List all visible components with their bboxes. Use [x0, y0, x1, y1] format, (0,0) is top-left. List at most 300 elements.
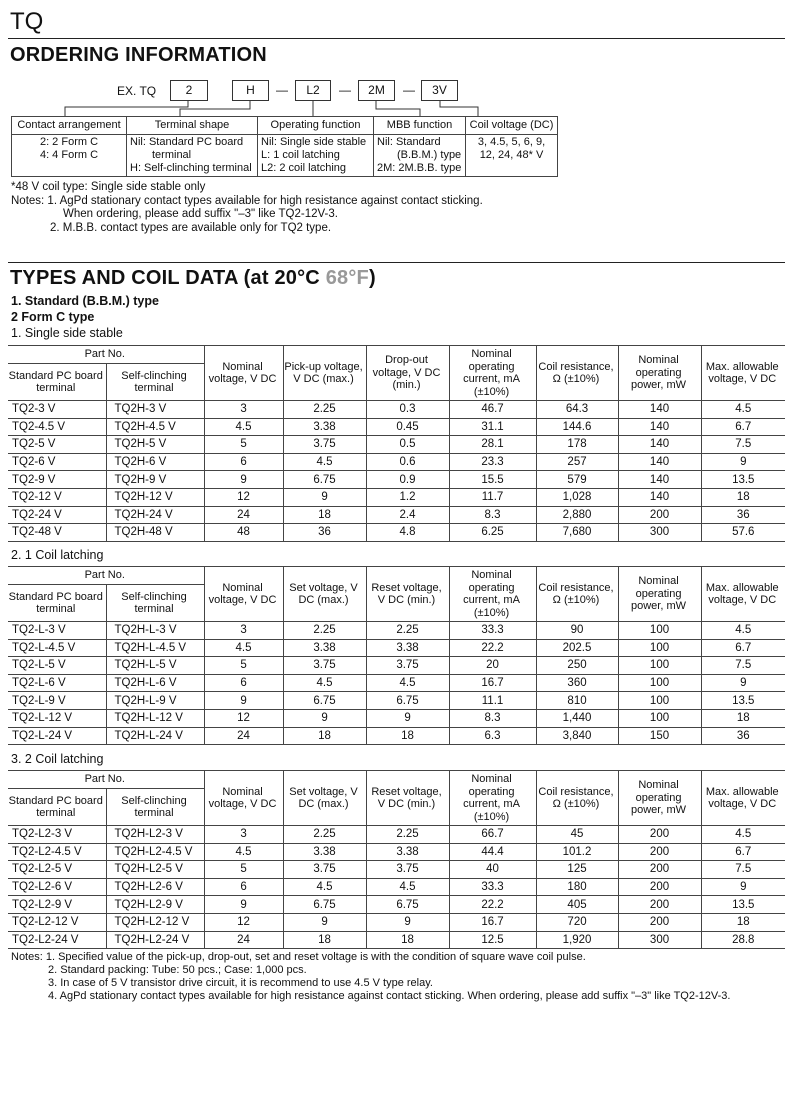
ordering-title: ORDERING INFORMATION — [10, 44, 267, 66]
value-cell: 2.25 — [366, 826, 449, 844]
value-cell: 12.5 — [449, 931, 536, 949]
value-cell: 57.6 — [701, 524, 785, 542]
value-cell: 22.2 — [449, 639, 536, 657]
header-cell: Nominal operating power, mW — [618, 567, 701, 622]
table-row — [8, 471, 785, 489]
value-cell: 200 — [618, 826, 701, 844]
header-cell: Set voltage, V DC (max.) — [283, 567, 366, 622]
value-cell: 9 — [283, 913, 366, 931]
value-cell: 48 — [204, 524, 283, 542]
header-row — [8, 567, 785, 585]
value-cell: 9 — [701, 453, 785, 471]
header-cell: Nominal voltage, V DC — [204, 771, 283, 826]
value-cell: 2.25 — [283, 622, 366, 640]
value-cell: 18 — [701, 488, 785, 506]
value-cell: 7,680 — [536, 524, 618, 542]
value-cell: 64.3 — [536, 401, 618, 419]
value-cell: 125 — [536, 861, 618, 879]
value-cell: 9 — [701, 878, 785, 896]
value-cell: 810 — [536, 692, 618, 710]
table-row — [8, 913, 785, 931]
option: terminal — [152, 149, 192, 161]
value-cell: 9 — [204, 471, 283, 489]
value-cell: 2,880 — [536, 506, 618, 524]
table-row — [8, 709, 785, 727]
footnote: *48 V coil type: Single side stable only — [11, 181, 206, 193]
value-cell: 9 — [283, 709, 366, 727]
value-cell: 101.2 — [536, 843, 618, 861]
value-cell: 18 — [701, 709, 785, 727]
value-cell: 3.38 — [366, 843, 449, 861]
value-cell: 360 — [536, 674, 618, 692]
value-cell: 20 — [449, 657, 536, 675]
header-cell: Drop-out voltage, V DC (min.) — [366, 346, 449, 401]
option: H: Self-clinching terminal — [130, 162, 252, 174]
header-cell: Standard PC board terminal — [8, 585, 106, 622]
table-row — [8, 826, 785, 844]
part-number-cell: TQ2H-3 V — [106, 401, 204, 419]
value-cell: 33.3 — [449, 622, 536, 640]
example-label: EX. TQ — [117, 84, 157, 98]
value-cell: 250 — [536, 657, 618, 675]
header-cell: Part No. — [8, 567, 204, 585]
part-number-cell: TQ2-4.5 V — [8, 418, 106, 436]
value-cell: 6 — [204, 453, 283, 471]
part-number-cell: TQ2H-48 V — [106, 524, 204, 542]
col-head: Terminal shape — [127, 117, 258, 135]
table-caption: 3. 2 Coil latching — [11, 752, 104, 766]
value-cell: 3,840 — [536, 727, 618, 745]
part-number-cell: TQ2-5 V — [8, 436, 106, 454]
option: Nil: Standard PC board — [130, 136, 244, 148]
part-number-cell: TQ2-L2-9 V — [8, 896, 106, 914]
value-cell: 150 — [618, 727, 701, 745]
part-number-cell: TQ2-24 V — [8, 506, 106, 524]
table-row — [8, 506, 785, 524]
value-cell: 18 — [283, 506, 366, 524]
value-cell: 40 — [449, 861, 536, 879]
value-cell: 4.5 — [283, 674, 366, 692]
value-cell: 36 — [701, 506, 785, 524]
value-cell: 4.5 — [701, 622, 785, 640]
part-number-cell: TQ2-L-24 V — [8, 727, 106, 745]
separator: — — [403, 83, 415, 97]
value-cell: 200 — [618, 861, 701, 879]
col-head: Coil voltage (DC) — [466, 117, 558, 135]
value-cell: 579 — [536, 471, 618, 489]
value-cell: 3 — [204, 622, 283, 640]
note: 2. Standard packing: Tube: 50 pcs.; Case: 1,000 pcs. — [48, 964, 307, 976]
value-cell: 13.5 — [701, 692, 785, 710]
part-number-cell: TQ2-L-12 V — [8, 709, 106, 727]
option: 4: 4 Form C — [39, 149, 99, 161]
value-cell: 9 — [366, 709, 449, 727]
col-head: MBB function — [374, 117, 466, 135]
part-number-cell: TQ2H-L-9 V — [106, 692, 204, 710]
header-row — [8, 346, 785, 364]
part-number-cell: TQ2H-9 V — [106, 471, 204, 489]
table-row — [8, 436, 785, 454]
value-cell: 720 — [536, 913, 618, 931]
value-cell: 4.5 — [204, 843, 283, 861]
value-cell: 12 — [204, 488, 283, 506]
part-number-cell: TQ2H-L2-6 V — [106, 878, 204, 896]
header-cell: Self-clinching terminal — [106, 789, 204, 826]
connector-lines — [0, 0, 560, 120]
value-cell: 11.1 — [449, 692, 536, 710]
header-cell: Coil resistance, Ω (±10%) — [536, 771, 618, 826]
value-cell: 300 — [618, 524, 701, 542]
value-cell: 9 — [283, 488, 366, 506]
note: Notes: 1. AgPd stationary contact types available for high resistance against contact sticking. — [11, 194, 483, 207]
part-number-cell: TQ2H-L2-9 V — [106, 896, 204, 914]
value-cell: 12 — [204, 709, 283, 727]
header-cell: Coil resistance, Ω (±10%) — [536, 567, 618, 622]
option: 2M: 2M.B.B. type — [377, 162, 462, 174]
value-cell: 24 — [204, 931, 283, 949]
value-cell: 4.5 — [204, 639, 283, 657]
part-number-cell: TQ2H-6 V — [106, 453, 204, 471]
value-cell: 11.7 — [449, 488, 536, 506]
value-cell: 8.3 — [449, 506, 536, 524]
value-cell: 4.5 — [701, 401, 785, 419]
header-cell: Nominal operating power, mW — [618, 346, 701, 401]
value-cell: 4.5 — [204, 418, 283, 436]
value-cell: 0.5 — [366, 436, 449, 454]
header-cell: Part No. — [8, 346, 204, 364]
header-cell: Part No. — [8, 771, 204, 789]
table-caption: 1. Single side stable — [11, 326, 123, 340]
part-number-cell: TQ2H-5 V — [106, 436, 204, 454]
part-number-cell: TQ2H-L-24 V — [106, 727, 204, 745]
option: Nil: Standard — [377, 136, 441, 148]
separator: — — [276, 83, 288, 97]
series-title: TQ — [10, 8, 44, 35]
value-cell: 7.5 — [701, 861, 785, 879]
value-cell: 18 — [366, 727, 449, 745]
option: (B.B.M.) type — [397, 149, 462, 161]
header-cell: Self-clinching terminal — [106, 364, 204, 401]
value-cell: 3 — [204, 826, 283, 844]
header-cell: Self-clinching terminal — [106, 585, 204, 622]
value-cell: 44.4 — [449, 843, 536, 861]
value-cell: 140 — [618, 488, 701, 506]
code-contact: 2 — [170, 80, 208, 101]
value-cell: 2.25 — [283, 826, 366, 844]
value-cell: 200 — [618, 913, 701, 931]
part-number-cell: TQ2H-L2-5 V — [106, 861, 204, 879]
value-cell: 31.1 — [449, 418, 536, 436]
part-number-cell: TQ2-9 V — [8, 471, 106, 489]
subtitle-type: 1. Standard (B.B.M.) type — [11, 294, 159, 308]
part-number-cell: TQ2-L-6 V — [8, 674, 106, 692]
option: L: 1 coil latching — [261, 149, 340, 161]
value-cell: 2.4 — [366, 506, 449, 524]
value-cell: 3.38 — [283, 418, 366, 436]
value-cell: 3.38 — [283, 843, 366, 861]
note: 3. In case of 5 V transistor drive circuit, it is recommend to use 4.5 V type relay. — [48, 977, 433, 989]
value-cell: 3.75 — [366, 657, 449, 675]
value-cell: 0.45 — [366, 418, 449, 436]
note: Notes: 1. Specified value of the pick-up, drop-out, set and reset voltage is with the condition of square wave coil pulse. — [11, 951, 586, 963]
value-cell: 140 — [618, 418, 701, 436]
value-cell: 6.7 — [701, 843, 785, 861]
table-row — [8, 861, 785, 879]
value-cell: 16.7 — [449, 674, 536, 692]
header-cell: Standard PC board terminal — [8, 789, 106, 826]
table-row — [8, 453, 785, 471]
value-cell: 3.75 — [283, 657, 366, 675]
value-cell: 140 — [618, 471, 701, 489]
part-number-cell: TQ2-L-9 V — [8, 692, 106, 710]
table-row — [8, 896, 785, 914]
table-row — [8, 878, 785, 896]
value-cell: 8.3 — [449, 709, 536, 727]
value-cell: 28.8 — [701, 931, 785, 949]
part-number-cell: TQ2H-L-3 V — [106, 622, 204, 640]
value-cell: 15.5 — [449, 471, 536, 489]
ordering-table — [11, 116, 558, 177]
part-number-cell: TQ2-6 V — [8, 453, 106, 471]
table-row — [8, 622, 785, 640]
value-cell: 9 — [366, 913, 449, 931]
value-cell: 7.5 — [701, 436, 785, 454]
header-cell: Max. allowable voltage, V DC — [701, 567, 785, 622]
part-number-cell: TQ2-L-3 V — [8, 622, 106, 640]
value-cell: 6.75 — [283, 471, 366, 489]
header-cell: Pick-up voltage, V DC (max.) — [283, 346, 366, 401]
header-cell: Reset voltage, V DC (min.) — [366, 567, 449, 622]
part-number-cell: TQ2-48 V — [8, 524, 106, 542]
value-cell: 13.5 — [701, 896, 785, 914]
coil-data-table — [8, 345, 785, 542]
part-number-cell: TQ2H-12 V — [106, 488, 204, 506]
value-cell: 200 — [618, 843, 701, 861]
value-cell: 6.75 — [283, 692, 366, 710]
part-number-cell: TQ2H-L2-24 V — [106, 931, 204, 949]
value-cell: 12 — [204, 913, 283, 931]
value-cell: 200 — [618, 896, 701, 914]
value-cell: 1.2 — [366, 488, 449, 506]
value-cell: 180 — [536, 878, 618, 896]
option: 3, 4.5, 5, 6, 9, — [477, 136, 546, 148]
value-cell: 6.75 — [283, 896, 366, 914]
note: When ordering, please add suffix "–3" like TQ2-12V-3. — [63, 208, 338, 220]
header-cell: Nominal voltage, V DC — [204, 346, 283, 401]
header-cell: Max. allowable voltage, V DC — [701, 771, 785, 826]
value-cell: 300 — [618, 931, 701, 949]
value-cell: 3.75 — [283, 861, 366, 879]
part-number-cell: TQ2H-L-12 V — [106, 709, 204, 727]
part-number-cell: TQ2-L2-24 V — [8, 931, 106, 949]
option: 12, 24, 48* V — [479, 149, 544, 161]
value-cell: 66.7 — [449, 826, 536, 844]
separator: — — [339, 83, 351, 97]
table-row — [8, 524, 785, 542]
header-cell: Nominal operating power, mW — [618, 771, 701, 826]
value-cell: 144.6 — [536, 418, 618, 436]
value-cell: 6.3 — [449, 727, 536, 745]
value-cell: 5 — [204, 861, 283, 879]
value-cell: 3.38 — [366, 639, 449, 657]
part-number-cell: TQ2-L2-3 V — [8, 826, 106, 844]
value-cell: 405 — [536, 896, 618, 914]
value-cell: 1,920 — [536, 931, 618, 949]
value-cell: 36 — [701, 727, 785, 745]
value-cell: 9 — [204, 896, 283, 914]
value-cell: 100 — [618, 657, 701, 675]
part-number-cell: TQ2-L2-6 V — [8, 878, 106, 896]
value-cell: 100 — [618, 622, 701, 640]
value-cell: 3.38 — [283, 639, 366, 657]
value-cell: 6.75 — [366, 896, 449, 914]
title-end: ) — [368, 267, 376, 289]
part-number-cell: TQ2-L2-12 V — [8, 913, 106, 931]
header-cell: Nominal operating current, mA (±10%) — [449, 771, 536, 826]
value-cell: 100 — [618, 709, 701, 727]
value-cell: 3.75 — [283, 436, 366, 454]
value-cell: 6.75 — [366, 692, 449, 710]
value-cell: 4.5 — [283, 878, 366, 896]
code-operating: L2 — [295, 80, 331, 101]
code-voltage: 3V — [421, 80, 458, 101]
value-cell: 4.5 — [366, 674, 449, 692]
title-fahrenheit: 68°F — [325, 267, 369, 289]
code-terminal: H — [232, 80, 269, 101]
col-head: Operating function — [258, 117, 374, 135]
value-cell: 3 — [204, 401, 283, 419]
value-cell: 13.5 — [701, 471, 785, 489]
value-cell: 9 — [701, 674, 785, 692]
value-cell: 7.5 — [701, 657, 785, 675]
value-cell: 18 — [701, 913, 785, 931]
value-cell: 5 — [204, 436, 283, 454]
value-cell: 140 — [618, 436, 701, 454]
value-cell: 140 — [618, 401, 701, 419]
option: Nil: Single side stable — [261, 136, 367, 148]
subtitle-form: 2 Form C type — [11, 310, 95, 324]
table-row — [8, 488, 785, 506]
value-cell: 9 — [204, 692, 283, 710]
table-row — [8, 692, 785, 710]
option: 2: 2 Form C — [39, 136, 99, 148]
part-number-cell: TQ2H-L2-3 V — [106, 826, 204, 844]
part-number-cell: TQ2H-4.5 V — [106, 418, 204, 436]
header-row — [8, 771, 785, 789]
part-number-cell: TQ2H-24 V — [106, 506, 204, 524]
table-row — [8, 639, 785, 657]
part-number-cell: TQ2-3 V — [8, 401, 106, 419]
divider — [8, 262, 785, 263]
value-cell: 2.25 — [366, 622, 449, 640]
value-cell: 1,028 — [536, 488, 618, 506]
header-cell: Standard PC board terminal — [8, 364, 106, 401]
coil-data-table — [8, 770, 785, 949]
value-cell: 0.6 — [366, 453, 449, 471]
col-head: Contact arrangement — [12, 117, 127, 135]
header-cell: Nominal operating current, mA (±10%) — [449, 567, 536, 622]
value-cell: 4.5 — [283, 453, 366, 471]
value-cell: 0.9 — [366, 471, 449, 489]
header-cell: Nominal voltage, V DC — [204, 567, 283, 622]
value-cell: 100 — [618, 639, 701, 657]
value-cell: 6.7 — [701, 639, 785, 657]
note: 4. AgPd stationary contact types available for high resistance against contact sticking. When ordering, please add suffix "–3" like TQ2-12V-3. — [48, 990, 731, 1002]
value-cell: 2.25 — [283, 401, 366, 419]
value-cell: 140 — [618, 453, 701, 471]
table-row — [8, 657, 785, 675]
part-number-cell: TQ2H-L2-4.5 V — [106, 843, 204, 861]
value-cell: 24 — [204, 506, 283, 524]
header-cell: Max. allowable voltage, V DC — [701, 346, 785, 401]
value-cell: 100 — [618, 674, 701, 692]
part-number-cell: TQ2H-L-5 V — [106, 657, 204, 675]
part-number-cell: TQ2H-L-6 V — [106, 674, 204, 692]
part-number-cell: TQ2H-L-4.5 V — [106, 639, 204, 657]
option: L2: 2 coil latching — [261, 162, 346, 174]
value-cell: 257 — [536, 453, 618, 471]
value-cell: 178 — [536, 436, 618, 454]
value-cell: 90 — [536, 622, 618, 640]
table-row — [8, 674, 785, 692]
value-cell: 200 — [618, 506, 701, 524]
code-mbb: 2M — [358, 80, 395, 101]
table-row — [8, 418, 785, 436]
value-cell: 6.7 — [701, 418, 785, 436]
value-cell: 22.2 — [449, 896, 536, 914]
value-cell: 3.75 — [366, 861, 449, 879]
value-cell: 18 — [366, 931, 449, 949]
value-cell: 18 — [283, 931, 366, 949]
header-cell: Coil resistance, Ω (±10%) — [536, 346, 618, 401]
value-cell: 33.3 — [449, 878, 536, 896]
table-row — [8, 727, 785, 745]
value-cell: 4.8 — [366, 524, 449, 542]
value-cell: 6 — [204, 878, 283, 896]
part-number-cell: TQ2-L2-4.5 V — [8, 843, 106, 861]
title-text: TYPES AND COIL DATA (at 20°C — [10, 267, 326, 289]
value-cell: 200 — [618, 878, 701, 896]
header-cell: Nominal operating current, mA (±10%) — [449, 346, 536, 401]
header-cell: Set voltage, V DC (max.) — [283, 771, 366, 826]
value-cell: 5 — [204, 657, 283, 675]
value-cell: 4.5 — [701, 826, 785, 844]
table-row — [8, 401, 785, 419]
part-number-cell: TQ2-L2-5 V — [8, 861, 106, 879]
coil-data-table — [8, 566, 785, 745]
table-caption: 2. 1 Coil latching — [11, 548, 104, 562]
value-cell: 0.3 — [366, 401, 449, 419]
value-cell: 4.5 — [366, 878, 449, 896]
value-cell: 16.7 — [449, 913, 536, 931]
value-cell: 36 — [283, 524, 366, 542]
value-cell: 6 — [204, 674, 283, 692]
part-number-cell: TQ2H-L2-12 V — [106, 913, 204, 931]
table-row — [8, 931, 785, 949]
value-cell: 6.25 — [449, 524, 536, 542]
value-cell: 24 — [204, 727, 283, 745]
value-cell: 28.1 — [449, 436, 536, 454]
value-cell: 1,440 — [536, 709, 618, 727]
part-number-cell: TQ2-L-4.5 V — [8, 639, 106, 657]
part-number-cell: TQ2-L-5 V — [8, 657, 106, 675]
value-cell: 202.5 — [536, 639, 618, 657]
table-row — [8, 843, 785, 861]
part-number-cell: TQ2-12 V — [8, 488, 106, 506]
value-cell: 45 — [536, 826, 618, 844]
value-cell: 46.7 — [449, 401, 536, 419]
note: 2. M.B.B. contact types are available only for TQ2 type. — [50, 221, 332, 234]
